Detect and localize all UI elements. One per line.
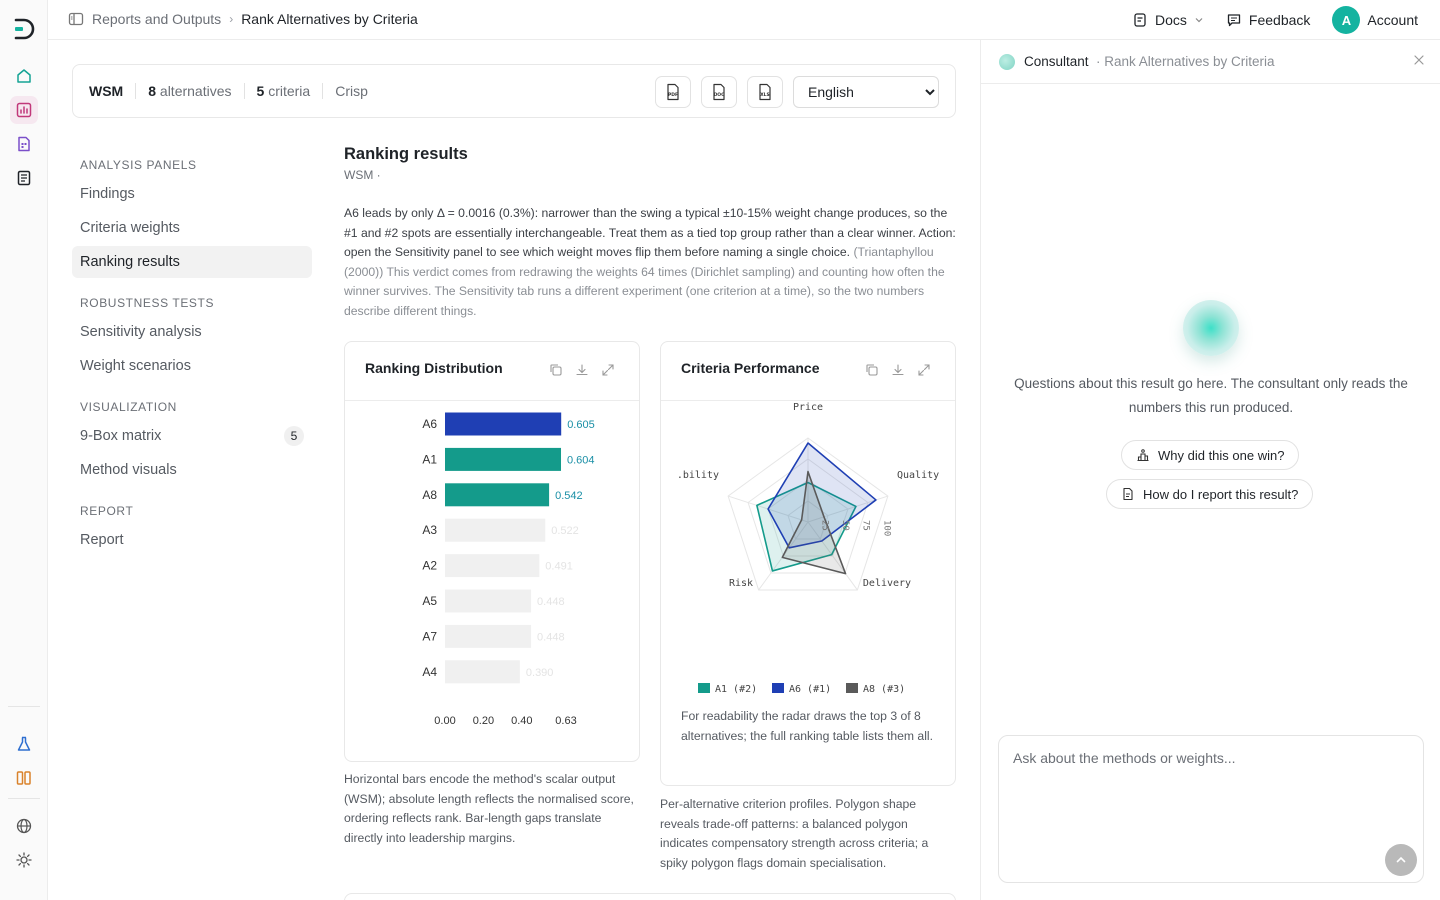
chevron-down-icon — [1194, 15, 1204, 25]
docs-label: Docs — [1155, 12, 1187, 28]
bar-A1[interactable] — [445, 448, 561, 471]
radar-ring-label: 50 — [840, 520, 851, 531]
podium-icon — [1136, 448, 1150, 462]
nav-item-ranking-results[interactable] — [72, 246, 312, 278]
radar-axis-label: Delivery — [862, 578, 912, 589]
home-icon[interactable] — [10, 62, 38, 90]
bar-value-label: 0.448 — [537, 596, 565, 608]
radar-card-title: Criteria Performance — [681, 360, 820, 376]
radar-ring-label: 75 — [860, 520, 871, 531]
export-xls-button[interactable] — [747, 76, 783, 108]
nav-item-criteria-weights[interactable] — [72, 212, 312, 244]
ranking-distribution-card — [344, 341, 640, 762]
arrow-up-icon — [1395, 854, 1407, 866]
suggestion-how-report[interactable] — [1106, 479, 1313, 509]
consultant-empty-message: Questions about this result go here. The consultant only reads the numbers this run produced. — [1014, 376, 1408, 415]
page-title: Ranking results — [344, 145, 468, 163]
pdf-file-icon — [665, 83, 681, 101]
breadcrumb-current: Rank Alternatives by Criteria — [241, 11, 418, 27]
left-rail — [0, 0, 48, 900]
top-bar — [48, 0, 1440, 40]
bar-A3[interactable] — [445, 519, 545, 542]
consultant-title: Consultant — [1024, 54, 1089, 69]
legend-swatch — [772, 683, 784, 693]
feedback-message-icon — [1226, 12, 1242, 28]
card-divider — [661, 400, 955, 401]
bar-value-label: 0.604 — [567, 454, 595, 467]
consultant-subtitle: · Rank Alternatives by Criteria — [1096, 54, 1275, 69]
ranking-bar-chart — [345, 402, 639, 742]
nav-item-label: Criteria weights — [80, 220, 180, 236]
radar-note: For readability the radar draws the top 3 of 8 alternatives; the full ranking table lists them all. — [681, 709, 933, 743]
nav-item-label: 9-Box matrix — [80, 428, 162, 444]
bar-value-label: 0.448 — [537, 631, 565, 644]
bar-A8[interactable] — [445, 483, 549, 506]
nav-item-label: Method visuals — [80, 462, 177, 478]
nav-group-heading: ANALYSIS PANELS — [80, 158, 197, 172]
expand-icon[interactable] — [917, 363, 931, 377]
nav-item-label: Weight scenarios — [80, 358, 191, 374]
x-tick-label: 0.20 — [472, 715, 495, 727]
bar-A2[interactable] — [445, 554, 539, 577]
legend-label: A8 (#3) — [863, 684, 906, 695]
breadcrumb-chevron-icon: › — [229, 12, 234, 26]
nav-item-label: Ranking results — [80, 254, 180, 270]
send-button[interactable] — [1385, 844, 1417, 876]
consultant-status-icon — [999, 54, 1015, 70]
radar-caption: Per-alternative criterion profiles. Polygon shape reveals trade-off patterns: a balanced polygon indicates compensatory strength across criteria; a spiky polygon flags domain specialisation. — [660, 797, 929, 870]
nav-item-weight-scenarios[interactable] — [72, 350, 312, 382]
verdict-main: A6 leads by only Δ = 0.0016 (0.3%): narrower than the swing a typical ±10-15% weight change produces, so the #1 and #2 spots are essentially interchangeable. Treat them as a tied top group rather than a clear winner. Action: open the Sensitivity panel to see which weight moves flip them before naming a single choice. — [344, 206, 956, 259]
breadcrumb — [68, 11, 418, 27]
method-label: WSM — [89, 83, 124, 99]
x-tick-label: 0.00 — [434, 715, 456, 727]
bar-value-label: 0.542 — [555, 489, 583, 502]
criteria-performance-card — [660, 341, 956, 786]
svg-text:XLS: XLS — [760, 93, 770, 98]
suggestion-label: How do I report this result? — [1143, 486, 1299, 502]
nav-group-heading: ROBUSTNESS TESTS — [80, 296, 215, 310]
docs-icon — [1132, 12, 1148, 28]
bar-category-label: A2 — [422, 558, 437, 573]
language-select[interactable] — [793, 76, 939, 108]
criteria-radar-chart — [661, 402, 955, 702]
radar-ring-label: 25 — [819, 520, 830, 531]
radar-axis-label: .bility — [676, 470, 719, 481]
reports-chart-icon[interactable] — [10, 96, 38, 124]
consultant-input-placeholder: Ask about the methods or weights... — [1013, 750, 1236, 766]
feedback-button[interactable] — [1226, 12, 1310, 28]
nav-group-heading: VISUALIZATION — [80, 400, 177, 414]
account-label: Account — [1367, 12, 1418, 28]
bar-category-label: A4 — [422, 664, 437, 679]
nav-item-sensitivity-analysis[interactable] — [72, 316, 312, 348]
sun-theme-icon[interactable] — [10, 846, 38, 874]
export-doc-button[interactable] — [701, 76, 737, 108]
analysis-nav — [72, 150, 312, 558]
nav-item-label: Sensitivity analysis — [80, 324, 202, 340]
verdict-text — [344, 204, 956, 321]
document-grid-icon[interactable] — [10, 130, 38, 158]
export-pdf-button[interactable] — [655, 76, 691, 108]
bar-A7[interactable] — [445, 625, 531, 648]
run-summary-bar — [72, 64, 956, 118]
radar-axis-label: Price — [792, 402, 824, 413]
legend-label: A1 (#2) — [715, 684, 758, 695]
close-icon[interactable] — [1413, 54, 1425, 66]
nav-item-label: Report — [80, 532, 124, 548]
next-card-edge — [344, 893, 956, 900]
ranking-caption: Horizontal bars encode the method's scalar output (WSM); absolute length reflects the normalised score, ordering reflects rank. Bar-length gaps translate directly into leadership margins. — [344, 772, 634, 845]
nav-item-findings[interactable] — [72, 178, 312, 210]
bar-A5[interactable] — [445, 590, 531, 613]
bar-A4[interactable] — [445, 660, 520, 683]
copy-icon[interactable] — [549, 363, 563, 377]
notebook-icon[interactable] — [10, 164, 38, 192]
bar-value-label: 0.491 — [545, 560, 573, 573]
sidebar-toggle-icon[interactable] — [68, 11, 84, 27]
xls-file-icon — [757, 83, 773, 101]
verdict-method-note: (Triantaphyllou (2000)) This verdict comes from redrawing the weights 64 times (Dirichlet sampling) and counting how often the winner survives. The Sensitivity tab runs a different experiment (one criterion at a time), so the two numbers describe different things. — [344, 245, 945, 318]
count-badge: 5 — [284, 426, 304, 446]
bar-category-label: A6 — [422, 417, 437, 431]
breadcrumb-parent[interactable]: Reports and Outputs — [92, 11, 222, 27]
report-doc-icon — [1121, 487, 1135, 501]
radar-axis-label: Quality — [897, 470, 940, 481]
docs-menu[interactable] — [1132, 12, 1204, 28]
bar-category-label: A8 — [422, 487, 437, 502]
nav-item-method-visuals[interactable] — [72, 454, 312, 486]
bar-category-label: A1 — [422, 452, 437, 467]
consultant-header — [981, 40, 1440, 84]
doc-file-icon — [711, 83, 727, 101]
radar-ring-label: 100 — [881, 520, 892, 537]
suggestion-why-win[interactable] — [1121, 440, 1299, 470]
nav-item-label: Findings — [80, 186, 135, 202]
page-subtitle: WSM · — [344, 168, 381, 182]
legend-label: A6 (#1) — [789, 684, 832, 695]
criteria-count: 5 criteria — [244, 83, 323, 99]
expand-icon[interactable] — [601, 363, 615, 377]
bar-category-label: A5 — [422, 594, 437, 608]
mode-label: Crisp — [322, 83, 380, 99]
ranking-card-title: Ranking Distribution — [365, 360, 503, 376]
alternatives-count: 8 alternatives — [135, 83, 243, 99]
bar-category-label: A7 — [422, 629, 437, 644]
copy-icon[interactable] — [865, 363, 879, 377]
avatar: A — [1332, 6, 1360, 34]
flask-icon[interactable] — [10, 730, 38, 758]
nav-group-heading: REPORT — [80, 504, 134, 518]
app-logo-icon[interactable] — [12, 16, 38, 42]
rail-divider — [8, 706, 40, 707]
rail-divider-2 — [8, 798, 40, 799]
suggestion-label: Why did this one win? — [1158, 447, 1285, 463]
bar-A6[interactable] — [445, 413, 561, 436]
nav-item-9-box-matrix[interactable] — [72, 420, 312, 452]
bar-value-label: 0.605 — [567, 419, 595, 431]
account-menu[interactable] — [1332, 6, 1418, 34]
nav-item-report[interactable] — [72, 524, 312, 556]
bar-value-label: 0.390 — [525, 666, 554, 679]
consultant-panel — [980, 40, 1440, 900]
x-tick-label: 0.63 — [555, 715, 577, 727]
download-icon[interactable] — [891, 363, 905, 377]
legend-swatch — [846, 683, 858, 693]
svg-text:PDF: PDF — [667, 93, 679, 98]
radar-axis-label: Risk — [728, 578, 754, 589]
x-tick-label: 0.40 — [511, 715, 533, 727]
bar-category-label: A3 — [422, 523, 437, 538]
download-icon[interactable] — [575, 363, 589, 377]
feedback-label: Feedback — [1248, 12, 1311, 28]
consultant-orb-icon — [1183, 300, 1239, 356]
library-books-icon[interactable] — [10, 764, 38, 792]
legend-swatch — [698, 683, 710, 693]
globe-icon[interactable] — [10, 812, 38, 840]
svg-text:DOC: DOC — [713, 93, 725, 98]
bar-value-label: 0.522 — [551, 525, 579, 538]
consultant-input[interactable] — [998, 735, 1424, 883]
card-divider — [345, 400, 639, 401]
